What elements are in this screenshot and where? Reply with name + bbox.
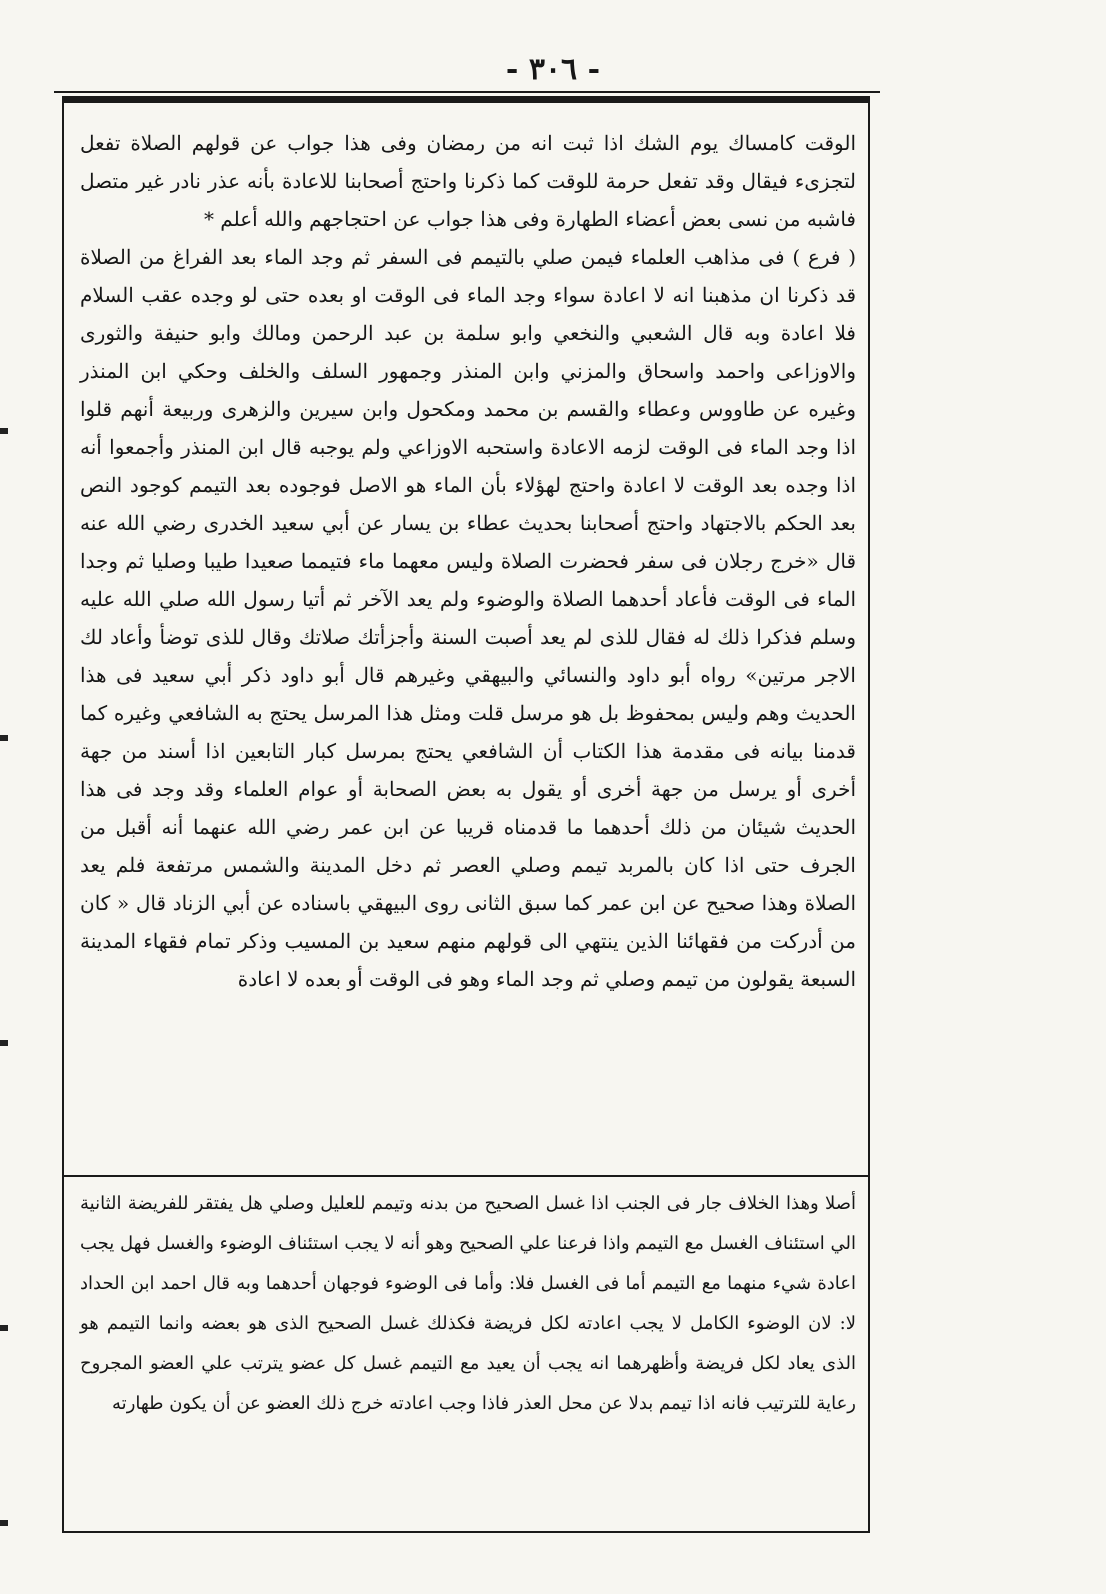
footnote-paragraph: أصلا وهذا الخلاف جار فى الجنب اذا غسل الصحيح من بدنه وتيمم للعليل وصلي هل يفتقر للفريضة الثانية الي استئناف الغسل مع التيمم واذا فرعنا علي الصحيح وهو أنه لا يجب استئناف الوضوء والغسل فهل يجب اعادة شيء منهما مع التيمم أما فى الغسل فلا: وأما فى الوضوء فوجهان أحدهما وبه قال احمد ابن الحداد لا: لان الوضوء الكامل لا يجب اعادته لكل فريضة فكذلك غسل الصحيح الذى هو بعضه وانما التيمم هو الذى يعاد لكل فريضة وأظهرهما انه يجب أن يعيد مع التيمم غسل كل عضو يترتب علي العضو المجروح رعاية للترتيب فانه اذا تيمم بدلا عن محل العذر فاذا وجب اعادته خرج ذلك العضو عن أن يكون طهارته (80, 1193, 856, 1414)
margin-scan-mark (0, 1325, 8, 1331)
footnote-divider (62, 1175, 870, 1177)
main-paragraph-far: ( فرع ) فى مذاهب العلماء فيمن صلي بالتيمم فى السفر ثم وجد الماء بعد الفراغ من الصلاة قد ذكرنا ان مذهبنا انه لا اعادة سواء وجد الماء فى الوقت او بعده حتى لو وجده عقب السلام فلا اعادة وبه قال الشعبي والنخعي وابو سلمة بن عبد الرحمن ومالك وابو حنيفة والثورى والاوزاعى واحمد واسحاق والمزني وابن المنذر وجمهور السلف والخلف وحكي ابن المنذر وغيره عن طاووس وعطاء والقسم بن محمد ومكحول وابن سيرين والزهرى وربيعة أنهم قلوا اذا وجد الماء فى الوقت لزمه الاعادة واستحبه الاوزاعي ولم يوجبه قال ابن المنذر وأجمعوا أنه اذا وجده بعد الوقت لا اعادة واحتج لهؤلاء بأن الماء هو الاصل فوجوده بعد التيمم كوجود النص بعد الحكم بالاجتهاد واحتج أصحابنا بحديث عطاء بن يسار عن أبي سعيد الخدرى رضي الله عنه قال «خرج رجلان فى سفر فحضرت الصلاة وليس معهما ماء فتيمما صعيدا طيبا وصليا ثم وجدا الماء فى الوقت فأعاد أحدهما الصلاة والوضوء ولم يعد الآخر ثم أتيا رسول الله صلي الله عليه وسلم فذكرا ذلك له فقال للذى لم يعد أصبت السنة وأجزأتك صلاتك وقال للذى توضأ وأعاد لك الاجر مرتين» رواه أبو داود والنسائي والبيهقي وغيرهم قال أبو داود ذكر أبي سعيد فى هذا الحديث وهم وليس بمحفوظ بل هو مرسل قلت ومثل هذا المرسل يحتج به الشافعي وغيره كما قدمنا بيانه فى مقدمة هذا الكتاب أن الشافعي يحتج بمرسل كبار التابعين اذا أسند من جهة أخرى أو يرسل من جهة أخرى أو يقول به بعض الصحابة أو عوام العلماء وقد وجد فى هذا الحديث شيئان من ذلك أحدهما ما قدمناه قريبا عن ابن عمر رضي الله عنهما أنه أقبل من الجرف حتى اذا كان بالمربد تيمم وصلي العصر ثم دخل المدينة والشمس مرتفعة فلم يعد الصلاة وهذا صحيح عن ابن عمر كما سبق الثانى روى البيهقي باسناده عن أبي الزناد قال « كان من أدركت من فقهائنا الذين ينتهي الى قولهم منهم سعيد بن المسيب وذكر تمام فقهاء المدينة السبعة يقولون من تيمم وصلي ثم وجد الماء وهو فى الوقت أو بعده لا اعادة (80, 245, 857, 991)
main-paragraph: الوقت كامساك يوم الشك اذا ثبت انه من رمضان وفى هذا جواب عن قولهم الصلاة تفعل لتجزىء فيقال وقد تفعل حرمة للوقت كما ذكرنا واحتج أصحابنا للاعادة بأنه عذر نادر غير متصل فاشبه من نسى بعض أعضاء الطهارة وفى هذا جواب عن احتجاجهم والله أعلم * (80, 131, 857, 231)
margin-scan-mark (0, 735, 8, 741)
margin-scan-mark (0, 1040, 8, 1046)
footnote-text (80, 1184, 856, 1424)
margin-scan-mark (0, 1520, 8, 1526)
margin-scan-mark (0, 428, 8, 434)
main-body-text (80, 124, 856, 998)
page-number: - ٣٠٦ - (505, 52, 601, 87)
